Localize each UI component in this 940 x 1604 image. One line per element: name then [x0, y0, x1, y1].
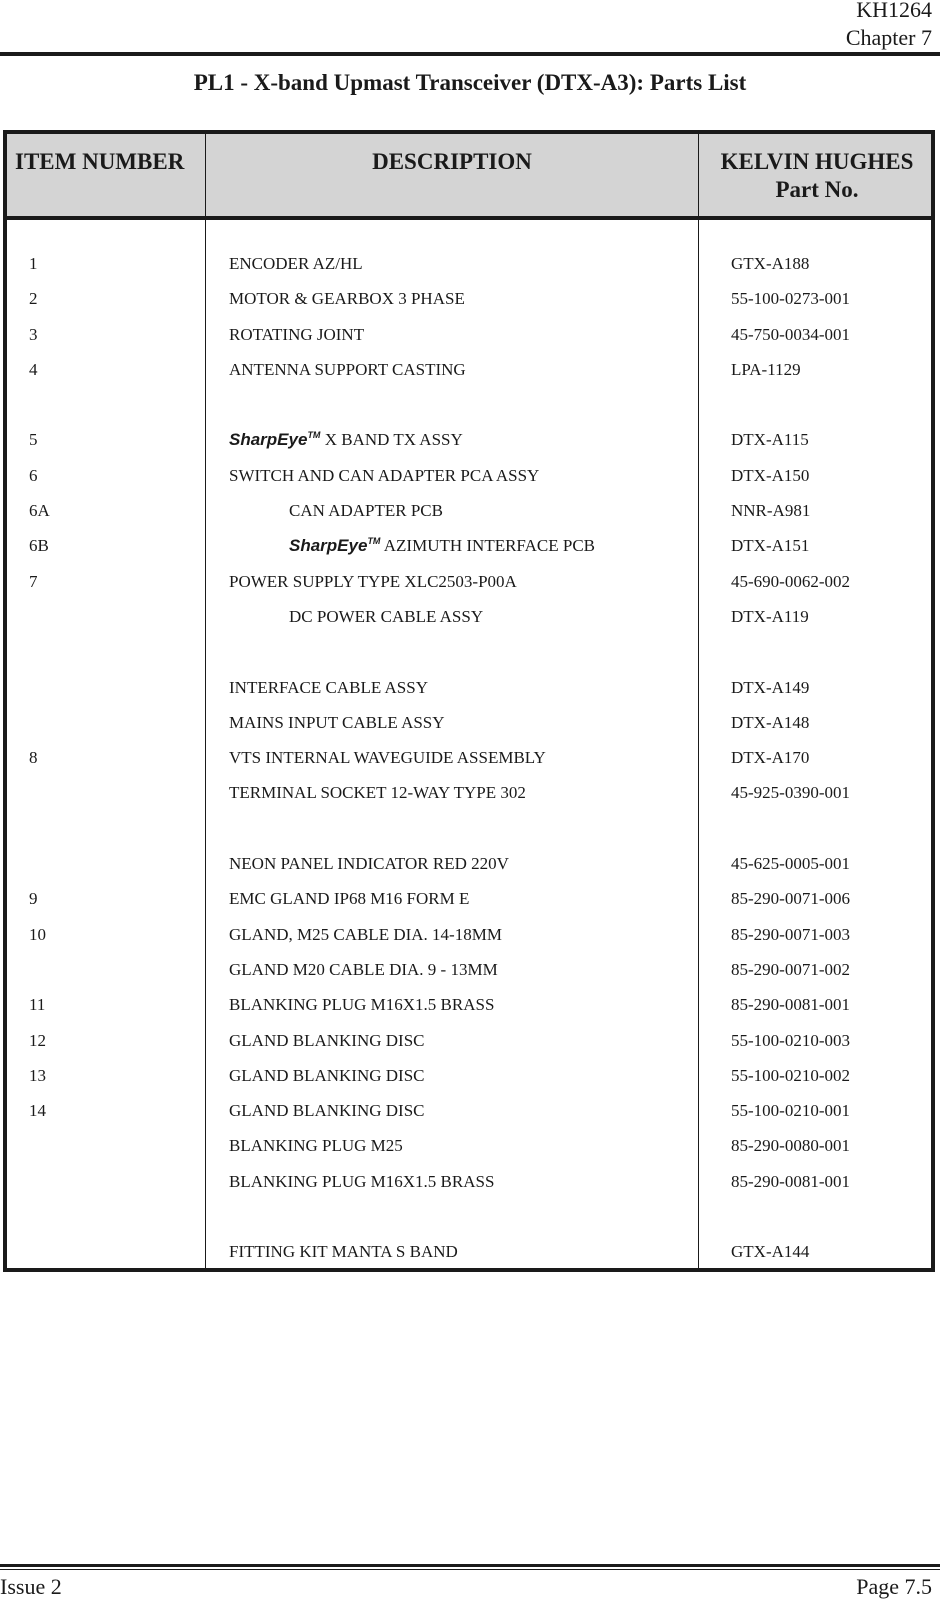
table-row — [7, 607, 931, 642]
part-number: 55-100-0210-002 — [731, 1065, 850, 1085]
table-row — [7, 466, 931, 501]
table-row — [7, 678, 931, 713]
col-header-part-no — [699, 148, 935, 204]
item-number: 6B — [29, 536, 49, 556]
table-row — [7, 1066, 931, 1101]
item-number: 6A — [29, 501, 50, 521]
part-number: 45-925-0390-001 — [731, 783, 850, 803]
item-description: FITTING KIT MANTA S BAND — [229, 1242, 458, 1262]
part-number: 55-100-0210-001 — [731, 1101, 850, 1121]
table-row — [7, 748, 931, 783]
item-number: 12 — [29, 1030, 46, 1050]
part-number: 45-750-0034-001 — [731, 324, 850, 344]
item-description: GLAND BLANKING DISC — [229, 1065, 425, 1085]
item-description: DC POWER CABLE ASSY — [289, 606, 484, 626]
item-description: EMC GLAND IP68 M16 FORM E — [229, 889, 470, 909]
part-number: GTX-A144 — [731, 1242, 810, 1262]
table-row-blank — [7, 819, 931, 854]
item-description-text: AZIMUTH INTERFACE PCB — [380, 536, 595, 556]
part-number: 45-690-0062-002 — [731, 571, 850, 591]
table-row — [7, 1136, 931, 1171]
col-header-part-line2: Part No. — [775, 177, 859, 202]
header-rule — [0, 52, 940, 56]
part-number: 85-290-0081-001 — [731, 1171, 850, 1191]
item-description: MOTOR & GEARBOX 3 PHASE — [229, 289, 465, 309]
part-number: 85-290-0071-003 — [731, 924, 850, 944]
item-description: ENCODER AZ/HL — [229, 254, 363, 273]
table-row — [7, 1172, 931, 1207]
table-row — [7, 960, 931, 995]
item-description: BLANKING PLUG M25 — [229, 1136, 403, 1156]
table-header — [7, 134, 931, 220]
item-description: BLANKING PLUG M16X1.5 BRASS — [229, 995, 495, 1015]
item-description: ANTENNA SUPPORT CASTING — [229, 359, 466, 379]
item-number: 9 — [29, 889, 38, 909]
item-description: TERMINAL SOCKET 12-WAY TYPE 302 — [229, 783, 526, 803]
item-number: 10 — [29, 924, 46, 944]
item-number: 2 — [29, 289, 38, 309]
item-description: VTS INTERNAL WAVEGUIDE ASSEMBLY — [229, 748, 546, 768]
item-description: BLANKING PLUG M16X1.5 BRASS — [229, 1171, 495, 1191]
col-header-item: ITEM NUMBER — [15, 149, 185, 174]
table-row-blank — [7, 395, 931, 430]
footer-rule — [0, 1564, 940, 1567]
item-number: 6 — [29, 465, 38, 485]
item-number: 4 — [29, 359, 38, 379]
table-row — [7, 1242, 931, 1277]
col-header-part-line1: KELVIN HUGHES — [720, 149, 914, 174]
item-number: 3 — [29, 324, 38, 344]
item-description-text: X BAND TX ASSY — [320, 430, 463, 450]
item-description: GLAND BLANKING DISC — [229, 1030, 425, 1050]
item-description: CAN ADAPTER PCB — [289, 501, 443, 521]
part-number: NNR-A981 — [731, 501, 811, 521]
table-row — [7, 854, 931, 889]
item-description: INTERFACE CABLE ASSY — [229, 677, 428, 697]
table-row — [7, 360, 931, 395]
table-row — [7, 325, 931, 360]
item-description: GLAND M20 CABLE DIA. 9 - 13MM — [229, 959, 498, 979]
part-number: DTX-A170 — [731, 748, 810, 768]
table-row — [7, 925, 931, 960]
trademark-mark: TM — [367, 536, 381, 547]
table-body — [7, 254, 931, 1278]
item-description: MAINS INPUT CABLE ASSY — [229, 712, 445, 732]
item-description: GLAND, M25 CABLE DIA. 14-18MM — [229, 924, 502, 944]
table-row — [7, 713, 931, 748]
table-row — [7, 1101, 931, 1136]
item-description — [289, 536, 595, 556]
table-row-blank — [7, 1207, 931, 1242]
page-title: PL1 - X-band Upmast Transceiver (DTX-A3): Parts List — [193, 70, 747, 95]
part-number: DTX-A119 — [731, 606, 809, 626]
trademark-mark: TM — [307, 430, 321, 441]
item-number: 14 — [29, 1101, 46, 1121]
part-number: 55-100-0273-001 — [731, 289, 850, 309]
part-number: 85-290-0071-006 — [731, 889, 850, 909]
part-number: 85-290-0080-001 — [731, 1136, 850, 1156]
item-description: NEON PANEL INDICATOR RED 220V — [229, 854, 509, 874]
table-row — [7, 1031, 931, 1066]
item-description: GLAND BLANKING DISC — [229, 1101, 425, 1121]
col-header-description: DESCRIPTION — [372, 149, 532, 174]
brand-name: SharpEye — [289, 536, 368, 556]
issue-label: Issue 2 — [0, 1574, 62, 1599]
item-description: SWITCH AND CAN ADAPTER PCA ASSY — [229, 465, 540, 485]
item-number: 8 — [29, 748, 38, 768]
part-number: GTX-A188 — [731, 254, 810, 273]
part-number: 55-100-0210-003 — [731, 1030, 850, 1050]
item-number: 13 — [29, 1065, 46, 1085]
table-row — [7, 536, 931, 571]
part-number: DTX-A150 — [731, 465, 810, 485]
table-row — [7, 501, 931, 536]
item-description — [229, 430, 463, 450]
part-number: DTX-A115 — [731, 430, 809, 450]
item-number: 11 — [29, 995, 46, 1015]
table-row — [7, 289, 931, 324]
table-row — [7, 572, 931, 607]
document-code: KH1264 — [856, 0, 932, 22]
part-number: 45-625-0005-001 — [731, 854, 850, 874]
table-row-blank — [7, 642, 931, 677]
part-number: DTX-A148 — [731, 712, 810, 732]
table-row — [7, 254, 931, 289]
part-number: DTX-A149 — [731, 677, 810, 697]
chapter-label: Chapter 7 — [845, 25, 932, 50]
brand-name: SharpEye — [229, 430, 308, 450]
table-row — [7, 995, 931, 1030]
table-row — [7, 783, 931, 818]
item-number: 7 — [29, 571, 38, 591]
item-description: ROTATING JOINT — [229, 324, 365, 344]
item-description: POWER SUPPLY TYPE XLC2503-P00A — [229, 571, 517, 591]
part-number: 85-290-0071-002 — [731, 959, 850, 979]
parts-table — [3, 130, 935, 1272]
table-row — [7, 430, 931, 465]
table-row — [7, 889, 931, 924]
footer-rule-thin — [0, 1569, 940, 1570]
item-number: 5 — [29, 430, 38, 450]
part-number: DTX-A151 — [731, 536, 810, 556]
item-number: 1 — [29, 254, 38, 273]
page-number: Page 7.5 — [856, 1574, 932, 1599]
part-number: LPA-1129 — [731, 359, 801, 379]
part-number: 85-290-0081-001 — [731, 995, 850, 1015]
